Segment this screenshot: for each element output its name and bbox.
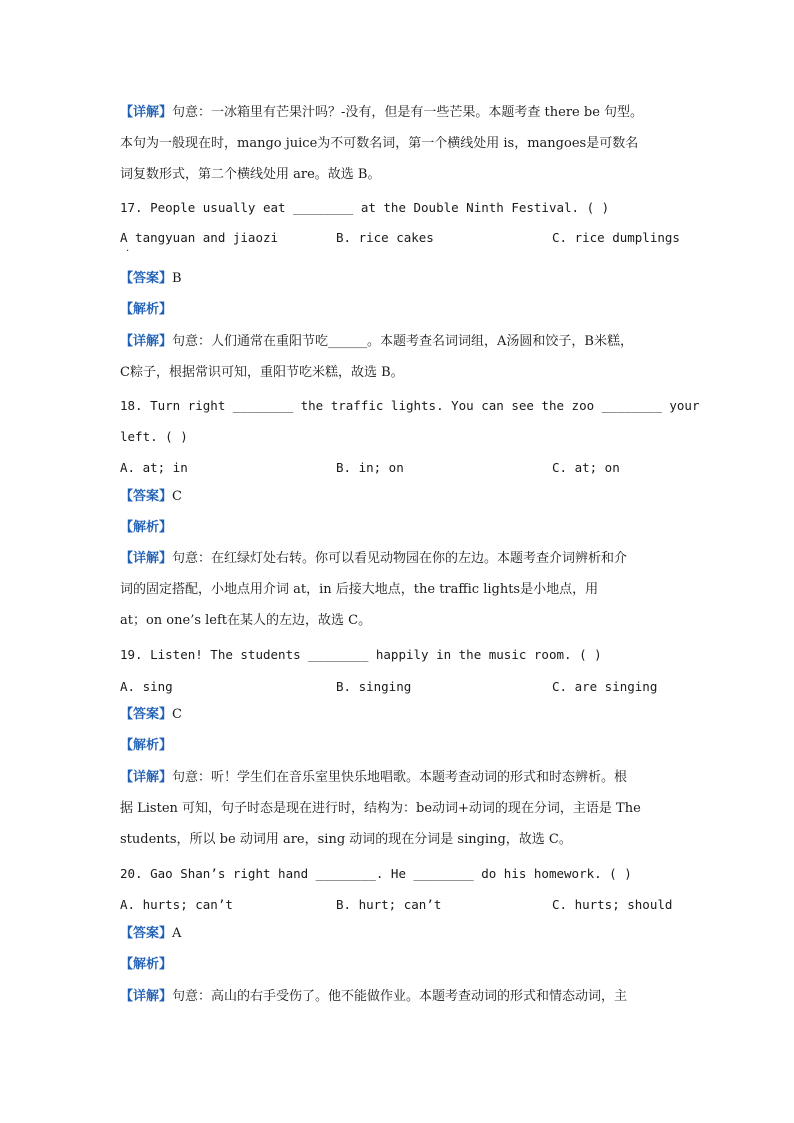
q19-option-c: C. are singing — [552, 679, 658, 694]
q18-detail-line-2: 词的固定搭配，小地点用介词 at，in 后接大地点，the traffic lights是小地点，用 — [120, 582, 599, 597]
q19-option-b: B. singing — [336, 679, 412, 694]
q19-answer — [120, 706, 680, 724]
detail-text: 句意：高山的右手受伤了。他不能做作业。本题考查动词的形式和情态动词，主 — [172, 989, 628, 1004]
q19-detail-line-3: students，所以 be 动词用 are，sing 动词的现在分词是 singing，故选 C。 — [120, 832, 572, 847]
q18-option-b: B. in; on — [336, 460, 404, 475]
q20-option-a: A. hurts; can’t — [120, 897, 233, 912]
q18-stem-line-2: left. ( ) — [120, 429, 188, 444]
q19-options — [120, 678, 680, 696]
q17-analysis-label — [120, 301, 680, 319]
detail-text: 句意：一冰箱里有芒果汁吗？-没有，但是有一些芒果。本题考查 there be 句型。 — [172, 105, 644, 120]
analysis-label: 【解析】 — [120, 738, 173, 753]
q16-detail-line-3: 词复数形式，第二个横线处用 are。故选 B。 — [120, 167, 381, 182]
answer-value: A — [172, 926, 182, 941]
detail-text: 句意：听！学生们在音乐室里快乐地唱歌。本题考查动词的形式和时态辨析。根 — [172, 770, 628, 785]
answer-label: 【答案】 — [120, 926, 173, 941]
q18-analysis-label — [120, 519, 680, 537]
q19-analysis-label — [120, 737, 680, 755]
q17-option-c: C. rice dumplings — [552, 230, 680, 245]
q17-detail-line-1 — [120, 333, 680, 351]
answer-label: 【答案】 — [120, 489, 173, 504]
q17-option-a: A tangyuan and jiaozi — [120, 230, 279, 245]
q20-options — [120, 896, 680, 914]
q20-option-b: B. hurt; can’t — [336, 897, 442, 912]
q19-detail-line-1 — [120, 769, 680, 787]
detail-label: 【详解】 — [120, 334, 173, 349]
q19-stem: 19. Listen! The students ________ happily in the music room. ( ) — [120, 647, 602, 662]
answer-label: 【答案】 — [120, 271, 173, 286]
analysis-label: 【解析】 — [120, 520, 173, 535]
detail-text: 句意：人们通常在重阳节吃______。本题考查名词词组，A汤圆和饺子，B米糕， — [172, 334, 633, 349]
stray-dot: . — [126, 243, 130, 254]
q20-analysis-label — [120, 956, 680, 974]
detail-label: 【详解】 — [120, 770, 173, 785]
answer-value: B — [172, 271, 182, 286]
q18-detail-line-3: at；on one’s left在某人的左边，故选 C。 — [120, 613, 372, 628]
q18-options — [120, 459, 680, 477]
answer-value: C — [172, 489, 182, 504]
q20-option-c: C. hurts; should — [552, 897, 673, 912]
answer-value: C — [172, 707, 182, 722]
analysis-label: 【解析】 — [120, 302, 173, 317]
q20-answer — [120, 925, 680, 943]
q18-detail-line-1 — [120, 550, 680, 568]
answer-label: 【答案】 — [120, 707, 173, 722]
q18-stem-line-1: 18. Turn right ________ the traffic lights. You can see the zoo ________ your — [120, 398, 700, 413]
q17-option-b: B. rice cakes — [336, 230, 434, 245]
q17-answer — [120, 270, 680, 288]
q19-option-a: A. sing — [120, 679, 173, 694]
q16-detail-line-1 — [120, 104, 680, 122]
detail-label: 【详解】 — [120, 989, 173, 1004]
q17-options — [120, 229, 680, 247]
q18-option-c: C. at; on — [552, 460, 620, 475]
q20-detail-line-1 — [120, 988, 680, 1006]
q18-answer — [120, 488, 680, 506]
q18-option-a: A. at; in — [120, 460, 188, 475]
q17-detail-line-2: C粽子，根据常识可知，重阳节吃米糕，故选 B。 — [120, 365, 404, 380]
q17-stem: 17. People usually eat ________ at the Double Ninth Festival. ( ) — [120, 200, 610, 215]
analysis-label: 【解析】 — [120, 957, 173, 972]
detail-text: 句意：在红绿灯处右转。你可以看见动物园在你的左边。本题考查介词辨析和介 — [172, 551, 628, 566]
detail-label: 【详解】 — [120, 551, 173, 566]
q19-detail-line-2: 据 Listen 可知，句子时态是现在进行时，结构为：be动词+动词的现在分词，主语是 The — [120, 801, 641, 816]
q20-stem: 20. Gao Shan’s right hand ________. He ________ do his homework. ( ) — [120, 866, 632, 881]
detail-label: 【详解】 — [120, 105, 173, 120]
q16-detail-line-2: 本句为一般现在时，mango juice为不可数名词，第一个横线处用 is，mangoes是可数名 — [120, 136, 639, 151]
